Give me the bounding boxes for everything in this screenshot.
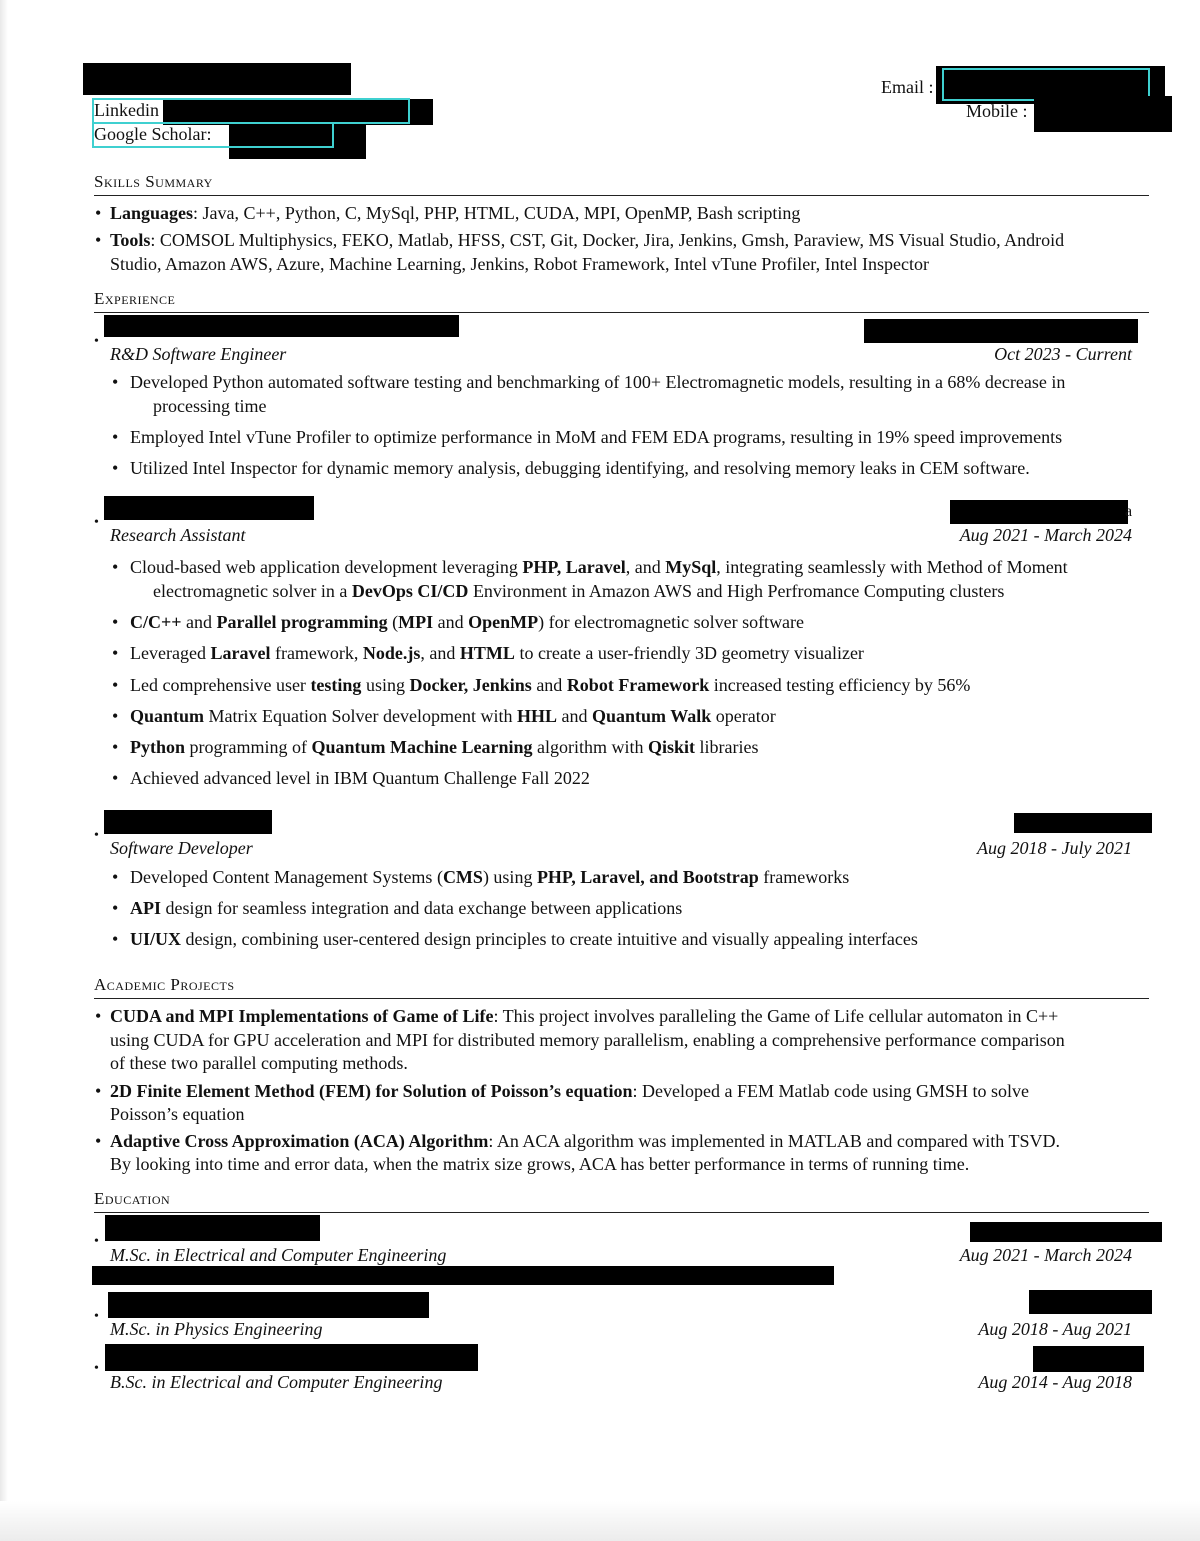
linkedin-label: Linkedin xyxy=(94,100,159,120)
project2-line1: 2D Finite Element Method (FEM) for Solution of Poisson’s equation: Developed a FEM Matlab code using GMSH to solve xyxy=(110,1081,1029,1101)
bullet: • xyxy=(112,372,119,392)
bullet: • xyxy=(112,706,119,726)
bullet: • xyxy=(112,643,119,663)
project3-line2: By looking into time and error data, when the matrix size grows, ACA has better performance in terms of running time. xyxy=(110,1154,970,1174)
edu3-degree: B.Sc. in Electrical and Computer Engineering xyxy=(110,1372,443,1392)
tools-line-1: : COMSOL Multiphysics, FEKO, Matlab, HFSS, CST, Git, Docker, Jira, Jenkins, Gmsh, Paraview, MS Visual Studio, Android xyxy=(150,230,1065,250)
redacted-company xyxy=(104,496,314,520)
bullet: • xyxy=(112,612,119,632)
job2-bullet1-line2: electromagnetic solver in a DevOps CI/CD Environment in Amazon AWS and High Perfromance Computing clusters xyxy=(153,581,1005,601)
job1-bullet2: Employed Intel vTune Profiler to optimize performance in MoM and FEM EDA programs, resulting in 19% speed improvements xyxy=(130,427,1063,447)
redacted-school xyxy=(108,1292,429,1318)
bullet: • xyxy=(94,1361,99,1376)
page-edge-shadow xyxy=(0,0,8,1541)
project1-line2: using CUDA for GPU acceleration and MPI for distributed memory parallelism, enabling a comprehensive performance comparison xyxy=(110,1030,1065,1050)
redacted-location xyxy=(1029,1290,1152,1314)
project1-line3: of these two parallel computing methods. xyxy=(110,1053,408,1073)
redacted-location xyxy=(970,1222,1162,1242)
languages-label: Languages xyxy=(110,203,194,223)
bullet: • xyxy=(112,675,119,695)
bullet: • xyxy=(112,737,119,757)
job2-bullet3: Leveraged Laravel framework, Node.js, and HTML to create a user-friendly 3D geometry visualizer xyxy=(130,643,864,663)
projects-rule xyxy=(94,998,1149,999)
edu1-degree: M.Sc. in Electrical and Computer Engineering xyxy=(110,1245,447,1265)
redacted-company xyxy=(104,810,272,834)
job3-bullet1: Developed Content Management Systems (CMS) using PHP, Laravel, and Bootstrap frameworks xyxy=(130,867,850,887)
edu1-dates: Aug 2021 - March 2024 xyxy=(959,1245,1132,1265)
bullet: • xyxy=(94,1234,99,1249)
bullet: • xyxy=(95,230,102,250)
redacted-location xyxy=(1033,1346,1144,1372)
job3-dates: Aug 2018 - July 2021 xyxy=(977,838,1132,858)
job3-bullet2: API design for seamless integration and data exchange between applications xyxy=(130,898,683,918)
job2-bullet6: Python programming of Quantum Machine Learning algorithm with Qiskit libraries xyxy=(130,737,759,757)
bullet: • xyxy=(112,427,119,447)
skills-languages xyxy=(110,201,800,225)
job2-bullet4: Led comprehensive user testing using Docker, Jenkins and Robot Framework increased testing efficiency by 56% xyxy=(130,675,971,695)
tools-label: Tools xyxy=(110,230,151,250)
education-rule xyxy=(94,1212,1149,1213)
redacted-location xyxy=(864,319,1138,343)
skills-rule xyxy=(94,195,1149,196)
project3-line1: Adaptive Cross Approximation (ACA) Algorithm: An ACA algorithm was implemented in MATLAB and compared with TSVD. xyxy=(110,1131,1060,1151)
job1-bullet1-line1: Developed Python automated software testing and benchmarking of 100+ Electromagnetic models, resulting in a 68% decrease in xyxy=(130,372,1066,392)
bullet: • xyxy=(95,1081,102,1101)
bullet: • xyxy=(94,828,99,843)
project1-line1: CUDA and MPI Implementations of Game of Life: This project involves paralleling the Game of Life cellular automaton in C++ xyxy=(110,1006,1059,1026)
mobile-label: Mobile : xyxy=(966,101,1028,121)
job1-bullet3: Utilized Intel Inspector for dynamic memory analysis, debugging identifying, and resolving memory leaks in CEM software. xyxy=(130,458,1030,478)
skills-tools xyxy=(110,228,1064,252)
job2-bullet2: C/C++ and Parallel programming (MPI and OpenMP) for electromagnetic solver software xyxy=(130,612,805,632)
scholar-link-box[interactable] xyxy=(92,122,334,148)
bullet: • xyxy=(112,458,119,478)
job1-bullet1-line2: processing time xyxy=(153,396,267,416)
experience-rule xyxy=(94,312,1149,313)
redacted-mobile xyxy=(1034,96,1172,132)
job1-role: R&D Software Engineer xyxy=(110,344,287,364)
redacted-school xyxy=(105,1215,320,1241)
redacted-thesis xyxy=(92,1266,834,1285)
education-heading: Education xyxy=(94,1189,171,1208)
experience-heading: Experience xyxy=(94,289,176,308)
redacted-location xyxy=(1014,813,1152,833)
page-bottom-shadow xyxy=(0,1501,1200,1541)
scholar-label: Google Scholar: xyxy=(94,124,212,144)
bullet: • xyxy=(112,929,119,949)
linkedin-link-box[interactable] xyxy=(92,98,410,124)
bullet: • xyxy=(112,898,119,918)
email-label: Email : xyxy=(881,77,934,97)
project2-line2: Poisson’s equation xyxy=(110,1104,245,1124)
edu2-degree: M.Sc. in Physics Engineering xyxy=(110,1319,323,1339)
bullet: • xyxy=(112,867,119,887)
job2-bullet1-line1: Cloud-based web application development leveraging PHP, Laravel, and MySql, integrating seamlessly with Method of Moment xyxy=(130,557,1068,577)
bullet: • xyxy=(94,515,99,530)
bullet: • xyxy=(94,334,99,349)
redacted-company xyxy=(104,315,459,337)
bullet: • xyxy=(95,1131,102,1151)
tools-line-2: Studio, Amazon AWS, Azure, Machine Learning, Jenkins, Robot Framework, Intel vTune Profiler, Intel Inspector xyxy=(110,254,930,274)
job2-bullet5: Quantum Matrix Equation Solver development with HHL and Quantum Walk operator xyxy=(130,706,776,726)
job2-dates: Aug 2021 - March 2024 xyxy=(959,525,1132,545)
job3-role: Software Developer xyxy=(110,838,253,858)
location-partial-char: a xyxy=(1125,503,1133,520)
redacted-name xyxy=(83,63,351,95)
bullet: • xyxy=(112,557,119,577)
edu3-dates: Aug 2014 - Aug 2018 xyxy=(978,1372,1132,1392)
job3-bullet3: UI/UX design, combining user-centered design principles to create intuitive and visually appealing interfaces xyxy=(130,929,918,949)
languages-value: : Java, C++, Python, C, MySql, PHP, HTML, CUDA, MPI, OpenMP, Bash scripting xyxy=(193,203,801,223)
job2-role: Research Assistant xyxy=(110,525,246,545)
redacted-location xyxy=(950,500,1128,524)
skills-heading: Skills Summary xyxy=(94,172,213,191)
bullet: • xyxy=(95,203,102,223)
redacted-school xyxy=(105,1344,478,1371)
projects-heading: Academic Projects xyxy=(94,975,235,994)
job1-dates: Oct 2023 - Current xyxy=(994,344,1132,364)
bullet: • xyxy=(95,1006,102,1026)
job2-bullet7: Achieved advanced level in IBM Quantum Challenge Fall 2022 xyxy=(130,768,590,788)
edu2-dates: Aug 2018 - Aug 2021 xyxy=(978,1319,1132,1339)
bullet: • xyxy=(112,768,119,788)
bullet: • xyxy=(94,1309,99,1324)
